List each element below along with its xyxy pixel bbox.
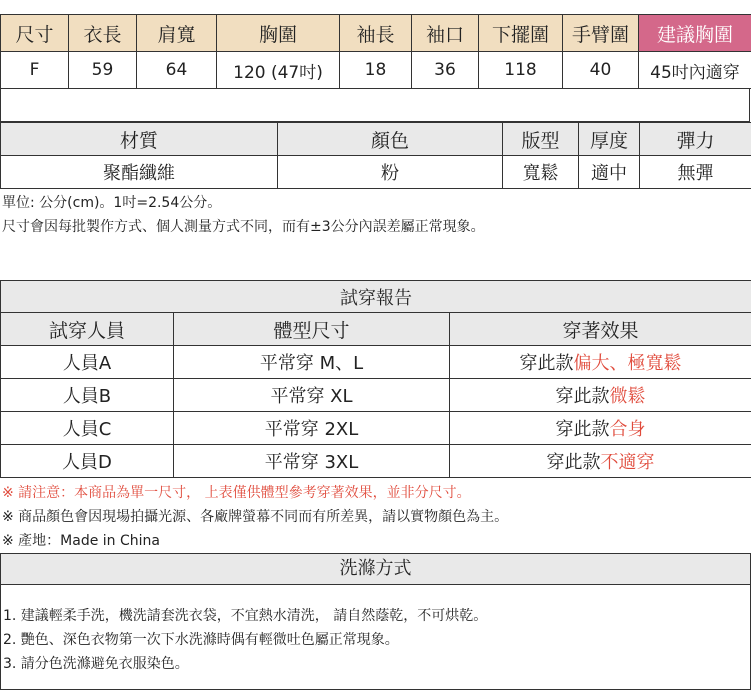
size-cell: 36 <box>412 52 479 89</box>
material-table-row <box>1 156 751 189</box>
fit-size: 平常穿 XL <box>174 379 450 412</box>
fit-report-table <box>0 280 751 478</box>
fit-report-title-row <box>1 281 751 313</box>
fit-header-cell: 體型尺寸 <box>174 313 450 346</box>
size-table-header <box>1 15 751 52</box>
origin-notice: ※ 產地：Made in China <box>2 533 160 549</box>
recommended-bust-cell: 45吋內適穿 <box>639 52 751 89</box>
single-size-notice: ※ 請注意：本商品為單一尺寸， 上表僅供體型參考穿著效果，並非分尺寸。 <box>2 485 471 501</box>
size-header-cell: 袖口 <box>412 15 479 52</box>
fit-size: 平常穿 M、L <box>174 346 450 379</box>
fit-effect <box>450 379 751 412</box>
washing-line: 3. 請分色洗滌避免衣服染色。 <box>3 656 189 672</box>
material-header-cell: 顏色 <box>278 123 503 156</box>
material-cell: 無彈 <box>640 156 751 189</box>
washing-line: 1. 建議輕柔手洗，機洗請套洗衣袋，不宜熱水清洗， 請自然蔭乾，不可烘乾。 <box>3 608 488 624</box>
color-notice: ※ 商品顏色會因現場拍攝光源、各廠牌螢幕不同而有所差異，請以實物顏色為主。 <box>2 509 509 525</box>
material-cell: 適中 <box>579 156 640 189</box>
material-header-cell: 厚度 <box>579 123 640 156</box>
fit-effect-value: 微鬆 <box>609 386 646 407</box>
fit-size: 平常穿 2XL <box>174 412 450 445</box>
tolerance-note: 尺寸會因每批製作方式、個人測量方式不同，而有±3公分內誤差屬正常現象。 <box>2 219 485 235</box>
recommended-bust-header: 建議胸圍 <box>639 15 751 52</box>
fit-report-row <box>1 445 751 478</box>
fit-person: 人員B <box>1 379 174 412</box>
washing-line: 2. 艷色、深色衣物第一次下水洗滌時偶有輕微吐色屬正常現象。 <box>3 632 399 648</box>
washing-instructions <box>0 584 751 690</box>
fit-person: 人員D <box>1 445 174 478</box>
fit-header-cell: 穿著效果 <box>450 313 751 346</box>
size-cell: 18 <box>340 52 412 89</box>
fit-report-row <box>1 346 751 379</box>
size-header-cell: 下擺圍 <box>479 15 563 52</box>
material-cell: 聚酯纖維 <box>1 156 278 189</box>
material-header-cell: 彈力 <box>640 123 751 156</box>
fit-report-row <box>1 412 751 445</box>
material-table-header <box>1 123 751 156</box>
fit-effect-value: 不適穿 <box>600 452 655 473</box>
size-cell: 118 <box>479 52 563 89</box>
fit-report-header <box>1 313 751 346</box>
fit-effect-prefix: 穿此款 <box>519 353 574 374</box>
fit-report-row <box>1 379 751 412</box>
fit-size: 平常穿 3XL <box>174 445 450 478</box>
fit-person: 人員C <box>1 412 174 445</box>
size-header-cell: 尺寸 <box>1 15 69 52</box>
size-table-row <box>1 52 751 89</box>
fit-person: 人員A <box>1 346 174 379</box>
size-cell: 59 <box>69 52 137 89</box>
fit-report-title: 試穿報告 <box>1 281 751 313</box>
spacer-row <box>0 88 750 122</box>
size-header-cell: 肩寬 <box>137 15 217 52</box>
size-cell: 64 <box>137 52 217 89</box>
fit-effect-value: 合身 <box>609 419 646 440</box>
fit-effect-prefix: 穿此款 <box>546 452 601 473</box>
size-header-cell: 胸圍 <box>217 15 340 52</box>
fit-effect <box>450 412 751 445</box>
fit-effect <box>450 346 751 379</box>
washing-title: 洗滌方式 <box>0 553 751 585</box>
fit-effect-prefix: 穿此款 <box>555 419 610 440</box>
fit-effect <box>450 445 751 478</box>
size-cell: 40 <box>563 52 639 89</box>
material-table <box>0 122 751 189</box>
size-header-cell: 衣長 <box>69 15 137 52</box>
material-cell: 粉 <box>278 156 503 189</box>
material-header-cell: 材質 <box>1 123 278 156</box>
material-cell: 寬鬆 <box>503 156 579 189</box>
size-header-cell: 袖長 <box>340 15 412 52</box>
fit-effect-value: 偏大、極寬鬆 <box>573 353 682 374</box>
size-table <box>0 14 751 89</box>
size-cell: 120 (47吋) <box>217 52 340 89</box>
fit-effect-prefix: 穿此款 <box>555 386 610 407</box>
unit-note: 單位: 公分(cm)。1吋=2.54公分。 <box>2 195 222 211</box>
size-header-cell: 手臂圍 <box>563 15 639 52</box>
material-header-cell: 版型 <box>503 123 579 156</box>
size-cell: F <box>1 52 69 89</box>
fit-header-cell: 試穿人員 <box>1 313 174 346</box>
